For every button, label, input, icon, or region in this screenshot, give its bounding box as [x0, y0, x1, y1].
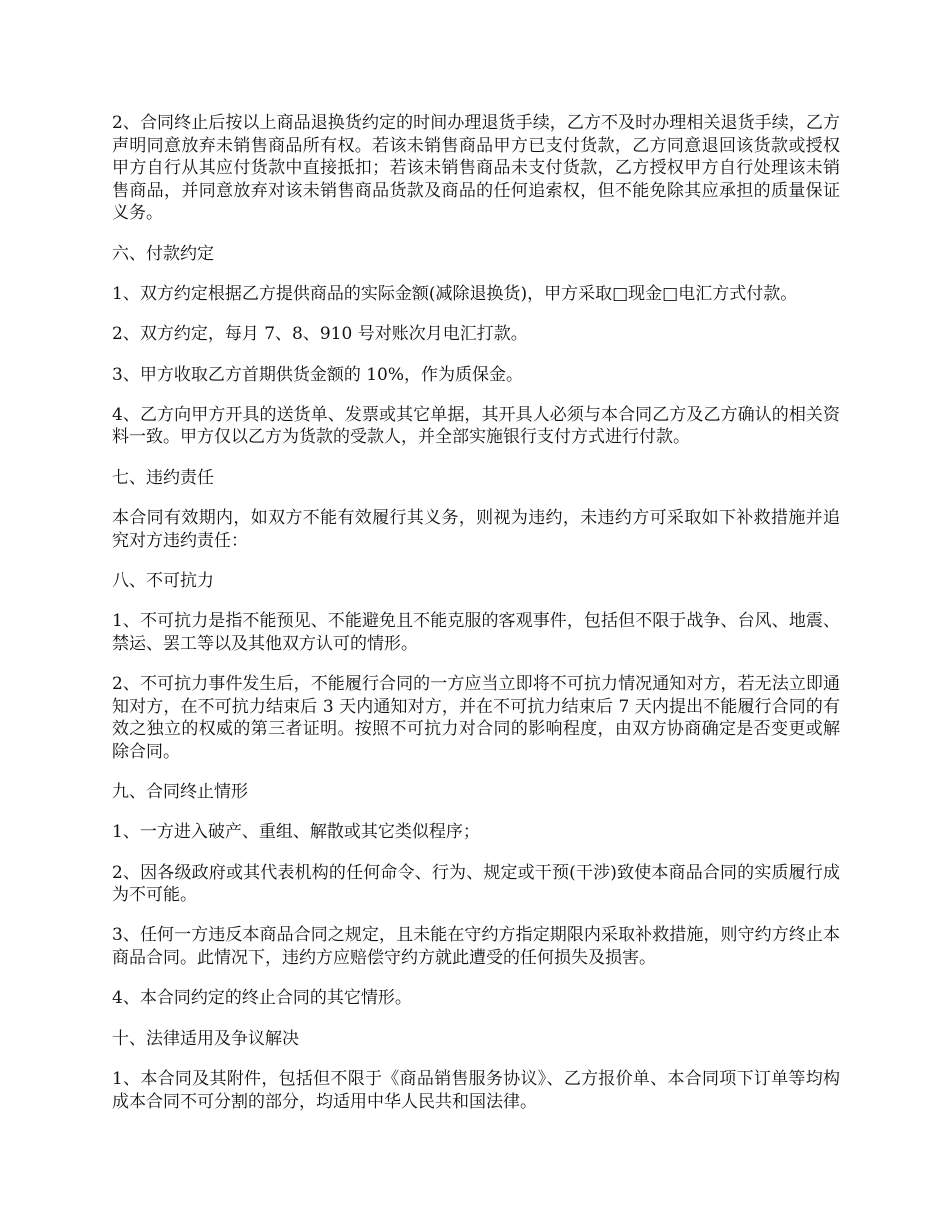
section-heading-law: 十、法律适用及争议解决: [112, 1028, 299, 1049]
paragraph-force-majeure-definition: 1、不可抗力是指不能预见、不能避免且不能克服的客观事件，包括但不限于战争、台风、地震、禁运、罢工等以及其他双方认可的情形。: [112, 611, 840, 654]
section-heading-breach: 七、违约责任: [112, 467, 214, 488]
section-heading-payment: 六、付款约定: [112, 243, 214, 264]
paragraph-termination-bankruptcy: 1、一方进入破产、重组、解散或其它类似程序；: [112, 822, 480, 843]
paragraph-termination-government: 2、因各级政府或其代表机构的任何命令、行为、规定或干预(干涉)致使本商品合同的实质履行成为不可能。: [112, 862, 840, 906]
paragraph-invoice: 4、乙方向甲方开具的送货单、发票或其它单据，其开具人必须与本合同乙方及乙方确认的相关资料一致。甲方仅以乙方为货款的受款人，并全部实施银行支付方式进行付款。: [112, 404, 840, 448]
paragraph-force-majeure-notice: 2、不可抗力事件发生后，不能履行合同的一方应当立即将不可抗力情况通知对方，若无法立即通知对方，在不可抗力结束后 3 天内通知对方，并在不可抗力结束后 7 天内提出不能履行合同的有效之独立的权威的第三者证明。按照不可抗力对合同的影响程度，由双方协商确定是否变更或解除合同。: [112, 673, 840, 762]
document-page: [112, 112, 840, 1131]
section-heading-termination: 九、合同终止情形: [112, 782, 248, 803]
paragraph-governing-law: 1、本合同及其附件，包括但不限于《商品销售服务协议》、乙方报价单、本合同项下订单等均构成本合同不可分割的部分，均适用中华人民共和国法律。: [112, 1068, 840, 1112]
paragraph-termination-breach: 3、任何一方违反本商品合同之规定，且未能在守约方指定期限内采取补救措施，则守约方终止本商品合同。此情况下，违约方应赔偿守约方就此遭受的任何损失及损害。: [112, 925, 840, 969]
paragraph-deposit: 3、甲方收取乙方首期供货金额的 10%，作为质保金。: [112, 364, 524, 385]
paragraph-termination-other: 4、本合同约定的终止合同的其它情形。: [112, 988, 412, 1009]
section-heading-force-majeure: 八、不可抗力: [112, 570, 214, 591]
paragraph-payment-method: 1、双方约定根据乙方提供商品的实际金额(减除退换货)，甲方采取□现金□电汇方式付款。: [112, 283, 798, 304]
paragraph-payment-schedule: 2、双方约定，每月 7、8、910 号对账次月电汇打款。: [112, 324, 528, 345]
paragraph-return-procedure: 2、合同终止后按以上商品退换货约定的时间办理退货手续，乙方不及时办理相关退货手续，乙方声明同意放弃未销售商品所有权。若该未销售商品甲方已支付货款，乙方同意退回该货款或授权甲方自行从其应付货款中直接抵扣；若该未销售商品未支付货款，乙方授权甲方自行处理该未销售商品，并同意放弃对该未销售商品货款及商品的任何追索权，但不能免除其应承担的质量保证义务。: [112, 113, 840, 224]
paragraph-breach-remedy: 本合同有效期内，如双方不能有效履行其义务，则视为违约，未违约方可采取如下补救措施并追究对方违约责任：: [112, 507, 840, 551]
